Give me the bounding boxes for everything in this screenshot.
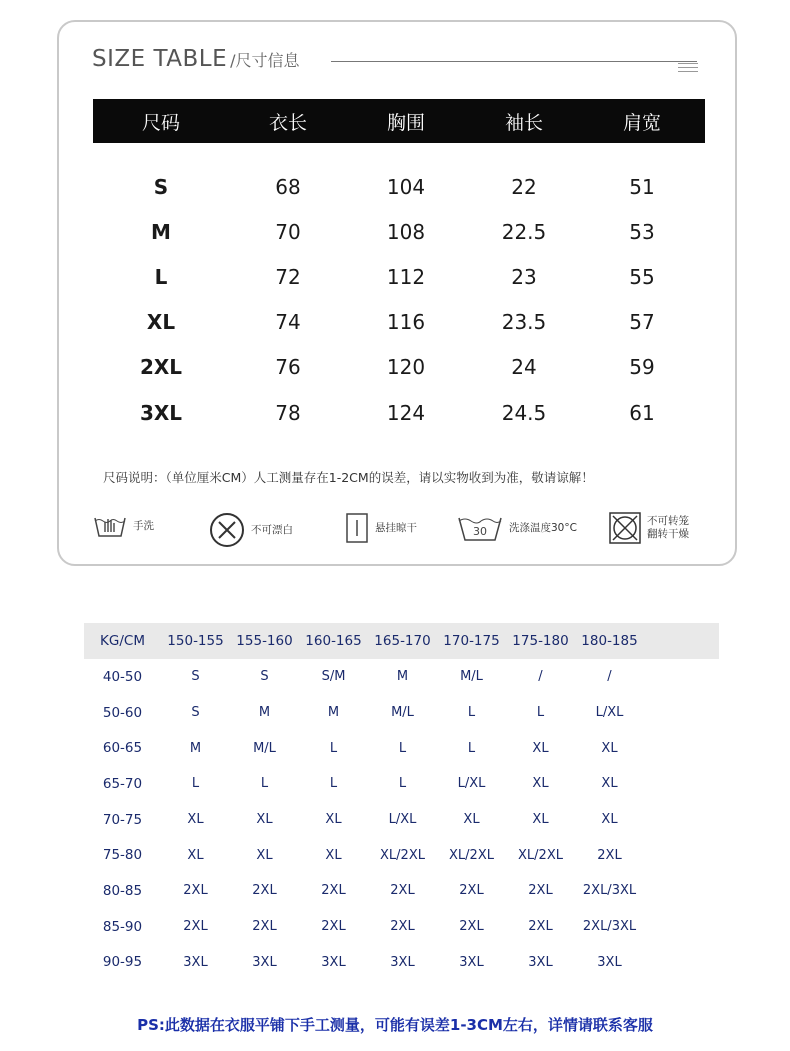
wash-tub-icon: [457, 512, 503, 544]
table-cell: 55: [629, 264, 655, 289]
care-label: 洗涤温度30°C: [509, 521, 577, 534]
care-hang-dry: [345, 512, 417, 544]
table-cell: 3XL: [252, 954, 277, 970]
title-divider: [331, 61, 697, 62]
table-cell: M/L: [460, 669, 483, 685]
table-cell: 72: [275, 264, 301, 289]
table-cell: L: [398, 740, 407, 756]
care-wash-temp: [457, 512, 577, 544]
no-bleach-icon: [209, 512, 245, 548]
table-cell: 2XL: [252, 883, 277, 899]
table-cell: L: [467, 705, 476, 721]
table-cell: L: [154, 264, 168, 289]
header-cell: 180-185: [581, 633, 638, 649]
table-cell: 104: [386, 174, 426, 199]
table-row: [84, 730, 719, 766]
table-cell: 3XL: [321, 954, 346, 970]
table-cell: 70: [275, 219, 301, 244]
table-cell: 70-75: [102, 811, 143, 828]
table-row: [93, 300, 705, 345]
table-cell: XL: [325, 847, 342, 863]
table-cell: 85-90: [102, 918, 143, 935]
table-cell: XL/2XL: [380, 847, 425, 863]
table-cell: L: [536, 705, 545, 721]
table-cell: 3XL: [183, 954, 208, 970]
table-cell: XL: [601, 776, 618, 792]
wash-temp-number: 30: [473, 525, 487, 538]
table-row: [84, 766, 719, 802]
table-cell: XL: [601, 812, 618, 828]
table-cell: 2XL: [597, 847, 622, 863]
table-cell: M: [189, 740, 202, 756]
table-cell: M: [327, 705, 340, 721]
header-cell: KG/CM: [100, 633, 145, 649]
table-cell: L: [467, 740, 476, 756]
header-cell: 尺码: [141, 111, 180, 134]
table-cell: S: [191, 705, 200, 721]
table-cell: 2XL/3XL: [582, 919, 637, 935]
size-table-title: [92, 46, 300, 72]
table-cell: 80-85: [102, 882, 143, 899]
table-cell: XL: [532, 776, 549, 792]
table-cell: M/L: [391, 705, 414, 721]
header-cell: 170-175: [443, 633, 500, 649]
table-cell: 2XL: [390, 919, 415, 935]
hand-wash-icon: [93, 512, 127, 540]
table-cell: XL/2XL: [518, 847, 563, 863]
table-cell: /: [607, 669, 612, 685]
table-cell: L/XL: [388, 812, 417, 828]
table-row: [93, 345, 705, 390]
table-cell: L: [398, 776, 407, 792]
table-cell: 23.5: [501, 310, 547, 335]
care-label: [647, 515, 689, 541]
table-cell: L/XL: [595, 705, 624, 721]
table-cell: 2XL: [390, 883, 415, 899]
table-cell: XL: [601, 740, 618, 756]
table-cell: S/M: [321, 669, 346, 685]
title-english: SIZE TABLE: [92, 46, 228, 72]
hang-dry-icon: [345, 512, 369, 544]
table-cell: M: [258, 705, 271, 721]
table-cell: 3XL: [390, 954, 415, 970]
table-cell: M: [396, 669, 409, 685]
table-cell: 40-50: [102, 668, 143, 685]
table-cell: XL: [146, 310, 176, 335]
table-cell: S: [191, 669, 200, 685]
table-cell: 61: [629, 400, 655, 425]
table-cell: 23: [511, 264, 537, 289]
table-cell: 2XL: [459, 883, 484, 899]
size-note: 尺码说明：（单位厘米CM）人工测量存在1-2CM的误差，请以实物收到为准，敬请谅解！: [103, 470, 594, 485]
table-cell: 124: [386, 400, 426, 425]
size-table-header: [93, 99, 705, 143]
table-cell: 57: [629, 310, 655, 335]
table-cell: 90-95: [102, 954, 143, 971]
header-cell: 165-170: [374, 633, 431, 649]
table-cell: S: [260, 669, 269, 685]
table-cell: 51: [629, 174, 655, 199]
title-chinese: /尺寸信息: [230, 51, 300, 70]
care-label: 不可漂白: [251, 523, 293, 536]
table-cell: 2XL: [459, 919, 484, 935]
table-cell: 3XL: [459, 954, 484, 970]
size-table-card: [57, 20, 737, 566]
table-cell: 120: [386, 355, 426, 380]
table-cell: 3XL: [597, 954, 622, 970]
table-cell: 3XL: [528, 954, 553, 970]
table-cell: 78: [275, 400, 301, 425]
table-row: [84, 802, 719, 838]
table-cell: 108: [386, 219, 426, 244]
header-cell: 胸围: [386, 111, 425, 134]
care-label-line: 翻转干燥: [647, 528, 689, 540]
table-cell: 2XL: [252, 919, 277, 935]
table-cell: XL: [532, 812, 549, 828]
table-cell: 3XL: [139, 400, 183, 425]
header-cell: 175-180: [512, 633, 569, 649]
table-cell: 59: [629, 355, 655, 380]
table-row: [84, 945, 719, 981]
table-cell: /: [538, 669, 543, 685]
table-cell: 2XL: [139, 355, 183, 380]
table-cell: XL: [187, 812, 204, 828]
care-hand-wash: [93, 512, 154, 540]
table-cell: 50-60: [102, 704, 143, 721]
table-row: [84, 909, 719, 945]
table-cell: 60-65: [102, 740, 143, 757]
table-cell: 65-70: [102, 775, 143, 792]
header-cell: 肩宽: [622, 111, 661, 134]
table-cell: 75-80: [102, 847, 143, 864]
table-cell: L: [191, 776, 200, 792]
table-cell: 76: [275, 355, 301, 380]
table-cell: 2XL: [321, 883, 346, 899]
no-tumble-dry-icon: [609, 512, 641, 544]
table-cell: M/L: [253, 740, 276, 756]
table-cell: XL: [325, 812, 342, 828]
table-cell: 24.5: [501, 400, 547, 425]
header-cell: 150-155: [167, 633, 224, 649]
care-label-line: 不可转笼: [647, 515, 689, 527]
table-row: [84, 695, 719, 731]
table-cell: 2XL: [528, 919, 553, 935]
header-cell: 155-160: [236, 633, 293, 649]
table-cell: 112: [386, 264, 426, 289]
care-no-bleach: [209, 512, 293, 548]
fit-chart-header: [84, 623, 719, 659]
table-row: [93, 209, 705, 254]
table-cell: L: [329, 740, 338, 756]
table-cell: 116: [386, 310, 426, 335]
table-cell: L: [260, 776, 269, 792]
lines-icon: [678, 63, 698, 73]
table-cell: M: [151, 219, 171, 244]
table-row: [93, 254, 705, 299]
care-no-tumble: [609, 512, 689, 544]
table-cell: 24: [511, 355, 537, 380]
table-cell: 2XL: [528, 883, 553, 899]
table-row: [93, 164, 705, 209]
table-row: [84, 873, 719, 909]
table-cell: 2XL: [183, 883, 208, 899]
table-row: [84, 659, 719, 695]
table-cell: 22: [511, 174, 537, 199]
care-label: 悬挂晾干: [375, 521, 417, 534]
table-cell: L/XL: [457, 776, 486, 792]
table-cell: 53: [629, 219, 655, 244]
size-table-body: [93, 164, 705, 435]
table-cell: XL: [256, 847, 273, 863]
table-row: [93, 390, 705, 435]
fit-chart: [84, 623, 719, 980]
table-cell: XL/2XL: [449, 847, 494, 863]
table-cell: XL: [463, 812, 480, 828]
table-cell: L: [329, 776, 338, 792]
table-cell: 2XL/3XL: [582, 883, 637, 899]
care-label: 手洗: [133, 519, 154, 532]
table-cell: XL: [532, 740, 549, 756]
table-cell: S: [153, 174, 169, 199]
table-cell: 2XL: [183, 919, 208, 935]
table-cell: XL: [187, 847, 204, 863]
table-cell: 22.5: [501, 219, 547, 244]
ps-note: PS:此数据在衣服平铺下手工测量，可能有误差1-3CM左右，详情请联系客服: [137, 1016, 653, 1034]
header-cell: 衣长: [268, 111, 307, 134]
table-cell: 68: [275, 174, 301, 199]
table-row: [84, 837, 719, 873]
table-cell: 74: [275, 310, 301, 335]
table-cell: 2XL: [321, 919, 346, 935]
header-cell: 袖长: [504, 111, 543, 134]
table-cell: XL: [256, 812, 273, 828]
header-cell: 160-165: [305, 633, 362, 649]
